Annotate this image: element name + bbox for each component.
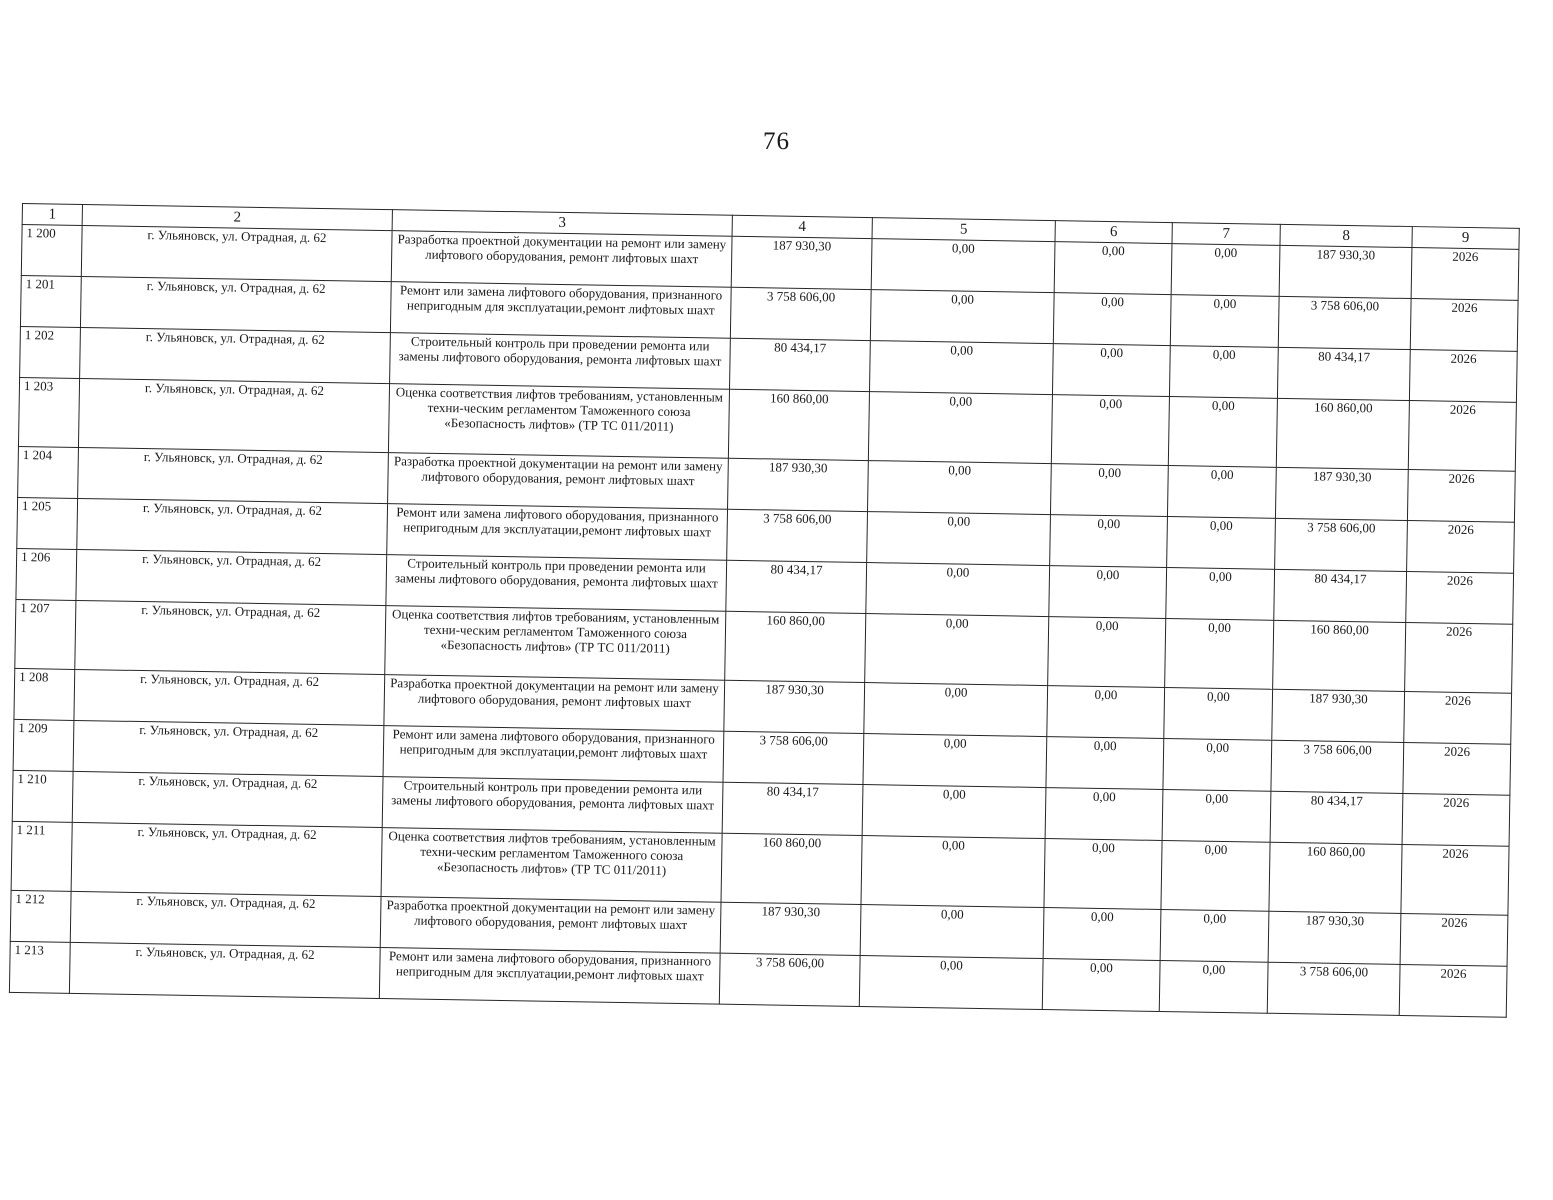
total-cost-cell: 3 758 606,00 <box>723 731 864 784</box>
value-cell: 0,00 <box>868 461 1052 515</box>
year-cell: 2026 <box>1400 913 1508 966</box>
fund-cost-cell: 80 434,17 <box>1270 791 1403 844</box>
column-header: 2 <box>82 205 392 231</box>
work-type-cell: Разработка проектной документации на ремонт или замену лифтового оборудования, ремонт лифтовых шахт <box>380 897 721 954</box>
column-header: 5 <box>872 218 1055 242</box>
year-cell: 2026 <box>1411 248 1519 301</box>
repair-schedule-table <box>9 203 1520 1018</box>
work-type-cell: Ремонт или замена лифтового оборудования, признанного непригодным для эксплуатации,ремонт лифтовых шахт <box>383 726 724 783</box>
value-cell: 0,00 <box>1050 515 1168 568</box>
value-cell: 0,00 <box>1042 959 1160 1012</box>
work-type-cell: Оценка соответствия лифтов требованиям, установленным техни-ческим регламентом Таможенного союза «Безопасность лифтов» (ТР ТС 011/2011) <box>385 606 726 681</box>
value-cell: 0,00 <box>1046 737 1164 790</box>
total-cost-cell: 160 860,00 <box>728 389 869 460</box>
value-cell: 0,00 <box>860 905 1044 959</box>
year-cell: 2026 <box>1403 742 1511 795</box>
year-cell: 2026 <box>1399 964 1507 1017</box>
work-type-cell: Разработка проектной документации на ремонт или замену лифтового оборудования, ремонт лифтовых шахт <box>388 453 729 510</box>
column-header: 6 <box>1055 221 1172 244</box>
year-cell: 2026 <box>1409 350 1517 403</box>
work-type-cell: Ремонт или замена лифтового оборудования, признанного непригодным для эксплуатации,ремонт лифтовых шахт <box>387 504 728 561</box>
row-number-cell: 1 204 <box>18 446 79 498</box>
total-cost-cell: 187 930,30 <box>731 236 872 289</box>
row-number-cell: 1 206 <box>16 548 77 600</box>
value-cell: 0,00 <box>1048 617 1166 688</box>
address-cell: г. Ульяновск, ул. Отрадная, д. 62 <box>75 600 386 674</box>
total-cost-cell: 3 758 606,00 <box>719 953 860 1006</box>
value-cell: 0,00 <box>1167 466 1276 519</box>
row-number-cell: 1 211 <box>11 821 72 891</box>
fund-cost-cell: 80 434,17 <box>1274 569 1407 622</box>
work-type-cell: Оценка соответствия лифтов требованиям, установленным техни-ческим регламентом Таможенного союза «Безопасность лифтов» (ТР ТС 011/2011) <box>381 828 722 903</box>
value-cell: 0,00 <box>1045 788 1163 841</box>
row-number-cell: 1 213 <box>9 941 70 993</box>
year-cell: 2026 <box>1410 299 1518 352</box>
total-cost-cell: 3 758 606,00 <box>727 509 868 562</box>
value-cell: 0,00 <box>1159 960 1268 1013</box>
value-cell: 0,00 <box>868 392 1052 464</box>
row-number-cell: 1 212 <box>10 890 71 942</box>
row-number-cell: 1 203 <box>18 377 79 447</box>
value-cell: 0,00 <box>869 341 1053 395</box>
year-cell: 2026 <box>1405 622 1513 693</box>
row-number-cell: 1 205 <box>17 497 78 549</box>
row-number-cell: 1 201 <box>20 275 81 327</box>
total-cost-cell: 160 860,00 <box>721 833 862 904</box>
fund-cost-cell: 160 860,00 <box>1269 842 1402 913</box>
year-cell: 2026 <box>1402 793 1510 846</box>
year-cell: 2026 <box>1404 691 1512 744</box>
value-cell: 0,00 <box>864 683 1048 737</box>
total-cost-cell: 80 434,17 <box>726 560 867 613</box>
total-cost-cell: 187 930,30 <box>728 458 869 511</box>
fund-cost-cell: 3 758 606,00 <box>1267 962 1400 1015</box>
address-cell: г. Ульяновск, ул. Отрадная, д. 62 <box>81 226 392 282</box>
fund-cost-cell: 187 930,30 <box>1268 911 1401 964</box>
year-cell: 2026 <box>1401 844 1509 915</box>
address-cell: г. Ульяновск, ул. Отрадная, д. 62 <box>78 378 389 452</box>
value-cell: 0,00 <box>1054 242 1172 295</box>
column-header: 3 <box>392 210 732 237</box>
total-cost-cell: 187 930,30 <box>724 680 865 733</box>
table-container <box>9 203 1519 1018</box>
value-cell: 0,00 <box>1165 619 1274 690</box>
column-header: 4 <box>732 215 872 238</box>
row-number-cell: 1 200 <box>21 225 82 277</box>
total-cost-cell: 80 434,17 <box>730 338 871 391</box>
value-cell: 0,00 <box>1163 739 1272 792</box>
work-type-cell: Строительный контроль при проведении ремонта или замены лифтового оборудования, ремонта лифтовых шахт <box>382 777 723 834</box>
value-cell: 0,00 <box>1164 688 1273 741</box>
value-cell: 0,00 <box>1052 344 1170 397</box>
value-cell: 0,00 <box>865 614 1049 686</box>
value-cell: 0,00 <box>1170 295 1279 348</box>
address-cell: г. Ульяновск, ул. Отрадная, д. 62 <box>76 549 387 605</box>
value-cell: 0,00 <box>1168 397 1277 468</box>
fund-cost-cell: 3 758 606,00 <box>1278 296 1411 349</box>
total-cost-cell: 3 758 606,00 <box>730 287 871 340</box>
fund-cost-cell: 187 930,30 <box>1279 245 1412 298</box>
value-cell: 0,00 <box>1049 566 1167 619</box>
year-cell: 2026 <box>1407 521 1515 574</box>
total-cost-cell: 187 930,30 <box>720 902 861 955</box>
work-type-cell: Ремонт или замена лифтового оборудования, признанного непригодным для эксплуатации,ремонт лифтовых шахт <box>390 282 731 339</box>
value-cell: 0,00 <box>1166 568 1275 621</box>
address-cell: г. Ульяновск, ул. Отрадная, д. 62 <box>71 822 382 896</box>
value-cell: 0,00 <box>871 239 1055 293</box>
fund-cost-cell: 3 758 606,00 <box>1275 518 1408 571</box>
value-cell: 0,00 <box>1162 789 1271 842</box>
year-cell: 2026 <box>1407 470 1515 523</box>
row-number-cell: 1 202 <box>20 326 81 378</box>
fund-cost-cell: 187 930,30 <box>1272 689 1405 742</box>
value-cell: 0,00 <box>1169 346 1278 399</box>
value-cell: 0,00 <box>1050 464 1168 517</box>
address-cell: г. Ульяновск, ул. Отрадная, д. 62 <box>72 771 383 827</box>
value-cell: 0,00 <box>870 290 1054 344</box>
value-cell: 0,00 <box>1043 908 1161 961</box>
value-cell: 0,00 <box>859 955 1043 1009</box>
row-number-cell: 1 210 <box>12 770 73 822</box>
address-cell: г. Ульяновск, ул. Отрадная, д. 62 <box>74 669 385 725</box>
total-cost-cell: 160 860,00 <box>725 611 866 682</box>
fund-cost-cell: 160 860,00 <box>1276 398 1409 469</box>
column-header: 9 <box>1412 227 1519 250</box>
value-cell: 0,00 <box>1044 839 1162 910</box>
value-cell: 0,00 <box>1161 840 1270 911</box>
column-header: 7 <box>1172 223 1280 246</box>
address-cell: г. Ульяновск, ул. Отрадная, д. 62 <box>80 327 391 383</box>
column-header: 8 <box>1280 224 1412 247</box>
value-cell: 0,00 <box>867 512 1051 566</box>
value-cell: 0,00 <box>861 836 1045 908</box>
address-cell: г. Ульяновск, ул. Отрадная, д. 62 <box>73 720 384 776</box>
work-type-cell: Разработка проектной документации на ремонт или замену лифтового оборудования, ремонт лифтовых шахт <box>391 231 732 288</box>
column-header: 1 <box>22 204 82 226</box>
row-number-cell: 1 208 <box>14 668 75 720</box>
total-cost-cell: 80 434,17 <box>722 782 863 835</box>
work-type-cell: Разработка проектной документации на ремонт или замену лифтового оборудования, ремонт лифтовых шахт <box>384 675 725 732</box>
year-cell: 2026 <box>1406 572 1514 625</box>
fund-cost-cell: 80 434,17 <box>1277 347 1410 400</box>
address-cell: г. Ульяновск, ул. Отрадная, д. 62 <box>78 447 389 503</box>
value-cell: 0,00 <box>1053 293 1171 346</box>
row-number-cell: 1 209 <box>13 719 74 771</box>
value-cell: 0,00 <box>1167 517 1276 570</box>
fund-cost-cell: 187 930,30 <box>1275 467 1408 520</box>
fund-cost-cell: 3 758 606,00 <box>1271 740 1404 793</box>
value-cell: 0,00 <box>1051 395 1169 466</box>
value-cell: 0,00 <box>866 563 1050 617</box>
work-type-cell: Ремонт или замена лифтового оборудования, признанного непригодным для эксплуатации,ремонт лифтовых шахт <box>379 948 720 1005</box>
work-type-cell: Оценка соответствия лифтов требованиям, установленным техни-ческим регламентом Таможенного союза «Безопасность лифтов» (ТР ТС 011/2011) <box>388 384 729 459</box>
page-number: 76 <box>763 128 790 155</box>
address-cell: г. Ульяновск, ул. Отрадная, д. 62 <box>77 498 388 554</box>
row-number-cell: 1 207 <box>15 599 76 669</box>
work-type-cell: Строительный контроль при проведении ремонта или замены лифтового оборудования, ремонта лифтовых шахт <box>390 333 731 390</box>
address-cell: г. Ульяновск, ул. Отрадная, д. 62 <box>80 276 391 332</box>
year-cell: 2026 <box>1408 401 1516 472</box>
value-cell: 0,00 <box>1171 244 1280 297</box>
value-cell: 0,00 <box>863 734 1047 788</box>
value-cell: 0,00 <box>1047 686 1165 739</box>
address-cell: г. Ульяновск, ул. Отрадная, д. 62 <box>69 942 380 998</box>
value-cell: 0,00 <box>1160 909 1269 962</box>
value-cell: 0,00 <box>862 785 1046 839</box>
work-type-cell: Строительный контроль при проведении ремонта или замены лифтового оборудования, ремонта лифтовых шахт <box>386 555 727 612</box>
fund-cost-cell: 160 860,00 <box>1273 620 1406 691</box>
address-cell: г. Ульяновск, ул. Отрадная, д. 62 <box>70 891 381 947</box>
